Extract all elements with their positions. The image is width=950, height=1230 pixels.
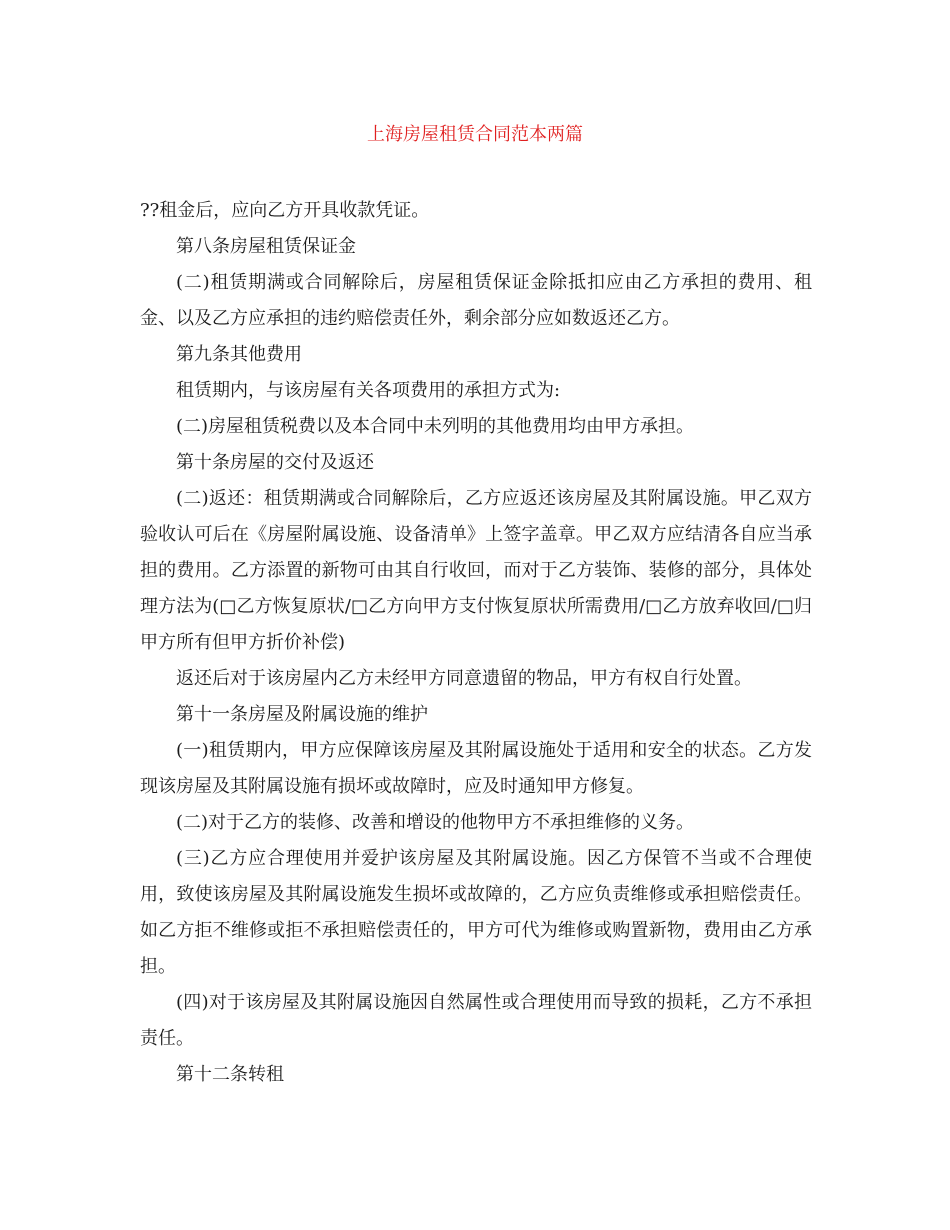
paragraph-left-items: 返还后对于该房屋内乙方未经甲方同意遗留的物品，甲方有权自行处置。 xyxy=(176,668,752,689)
heading-article-12: 第十二条转租 xyxy=(176,1064,284,1085)
heading-article-8: 第八条房屋租赁保证金 xyxy=(176,236,356,257)
heading-article-10: 第十条房屋的交付及返还 xyxy=(176,452,374,473)
heading-article-9: 第九条其他费用 xyxy=(176,344,302,365)
document-title: 上海房屋租赁合同范本两篇 xyxy=(367,124,583,145)
paragraph-maintenance-3: (三)乙方应合理使用并爱护该房屋及其附属设施。因乙方保管不当或不合理使用，致使该房屋及其附属设施发生损坏或故障的，乙方应负责维修或承担赔偿责任。如乙方拒不维修或拒不承担赔偿责任的，甲方可代为维修或购置新物，费用由乙方承担。 xyxy=(140,848,812,977)
paragraph-maintenance-4: (四)对于该房屋及其附属设施因自然属性或合理使用而导致的损耗，乙方不承担责任。 xyxy=(140,992,812,1049)
paragraph-rent-receipt: ??租金后，应向乙方开具收款凭证。 xyxy=(140,200,430,221)
paragraph-maintenance-1: (一)租赁期内，甲方应保障该房屋及其附属设施处于适用和安全的状态。乙方发现该房屋及其附属设施有损坏或故障时，应及时通知甲方修复。 xyxy=(140,740,812,797)
document-body xyxy=(140,193,812,1093)
paragraph-taxes: (二)房屋租赁税费以及本合同中未列明的其他费用均由甲方承担。 xyxy=(176,416,695,437)
paragraph-deposit-return: (二)租赁期满或合同解除后，房屋租赁保证金除抵扣应由乙方承担的费用、租金、以及乙方应承担的违约赔偿责任外，剩余部分应如数返还乙方。 xyxy=(140,272,812,329)
paragraph-return-handover: (二)返还：租赁期满或合同解除后，乙方应返还该房屋及其附属设施。甲乙双方验收认可后在《房屋附属设施、设备清单》上签字盖章。甲乙双方应结清各自应当承担的费用。乙方添置的新物可由其自行收回，而对于乙方装饰、装修的部分，具体处理方法为(□乙方恢复原状/□乙方向甲方支付恢复原状所需费用/□乙方放弃收回/□归甲方所有但甲方折价补偿) xyxy=(140,488,812,653)
paragraph-fees-intro: 租赁期内，与该房屋有关各项费用的承担方式为: xyxy=(176,380,561,401)
paragraph-maintenance-2: (二)对于乙方的装修、改善和增设的他物甲方不承担维修的义务。 xyxy=(176,812,695,833)
heading-article-11: 第十一条房屋及附属设施的维护 xyxy=(176,704,428,725)
